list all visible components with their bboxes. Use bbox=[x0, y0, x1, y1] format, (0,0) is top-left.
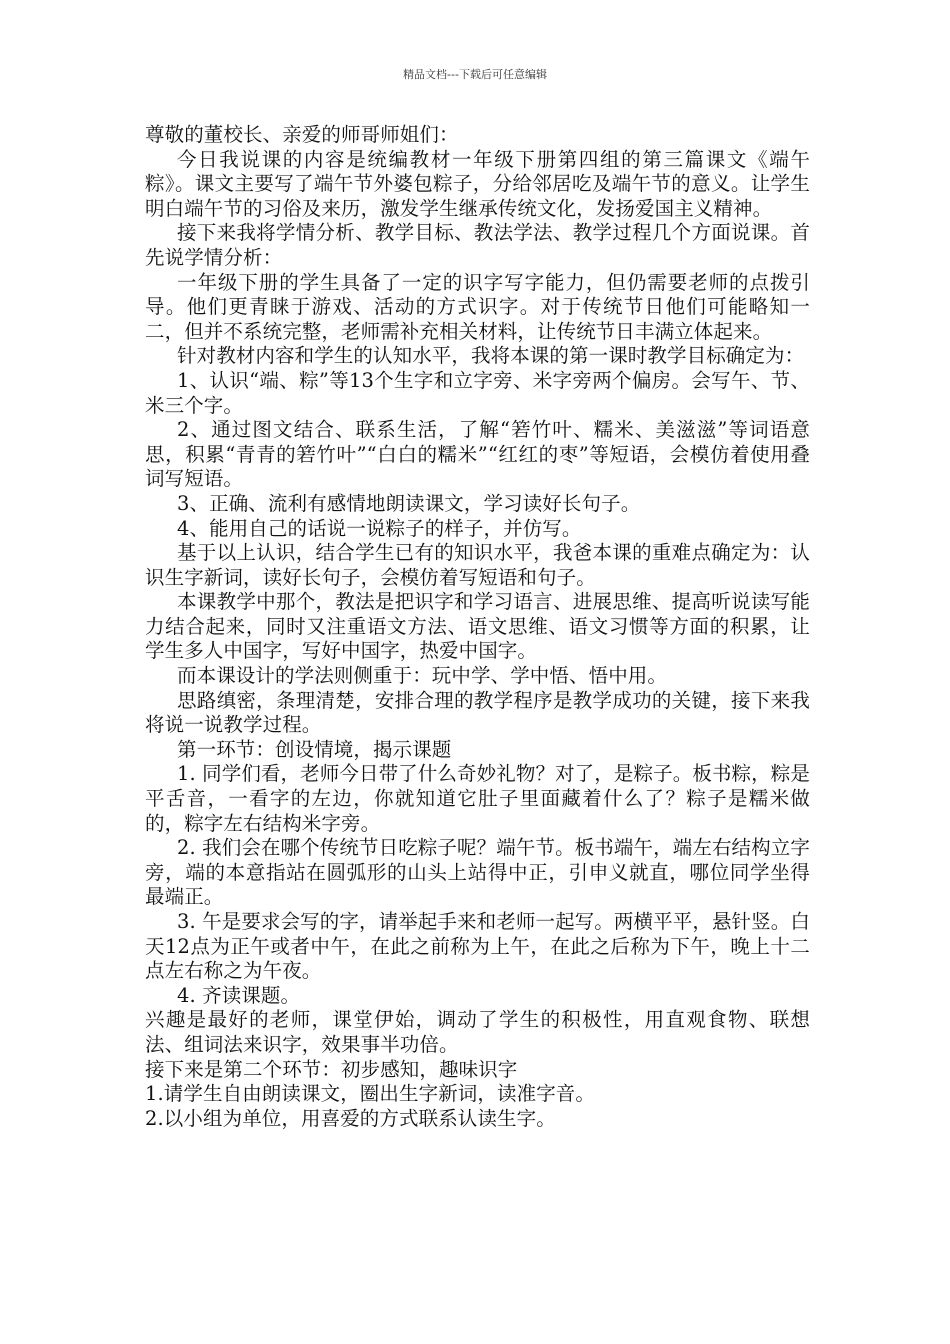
step-item-2: 2. 我们会在哪个传统节日吃粽子呢？端午节。板书端午，端左右结构立字旁，端的本意指站在圆弧形的山头上站得中正，引申义就直，哪位同学坐得最端正。 bbox=[145, 836, 810, 909]
step2-item-1: 1.请学生自由朗读课文，圈出生字新词，读准字音。 bbox=[145, 1082, 596, 1106]
goal-item-1: 1、认识“端、粽”等13个生字和立字旁、米字旁两个偏房。会写午、节、米三个字。 bbox=[145, 368, 810, 417]
section-heading-1: 第一环节：创设情境，揭示课题 bbox=[177, 737, 452, 761]
paragraph-learning-method: 而本课设计的学法则侧重于：玩中学、学中悟、悟中用。 bbox=[177, 664, 668, 688]
paragraph-outline: 接下来我将学情分析、教学目标、教法学法、教学过程几个方面说课。首先说学情分析： bbox=[145, 221, 810, 269]
paragraph-teaching-method: 本课教学中那个，教法是把识字和学习语言、进展思维、提高听说读写能力结合起来，同时又注重语文方法、语文思维、语文习惯等方面的积累，让学生多人中国字，写好中国字，热爱中国字。 bbox=[145, 590, 810, 663]
section-heading-2: 接下来是第二个环节：初步感知，趣味识字 bbox=[145, 1057, 518, 1081]
step-item-3: 3. 午是要求会写的字，请举起手来和老师一起写。两横平平，悬针竖。白天12点为正午或者中午，在此之前称为上午，在此之后称为下午，晚上十二点左右称之为午夜。 bbox=[145, 910, 810, 983]
step2-item-2: 2.以小组为单位，用喜爱的方式联系认读生字。 bbox=[145, 1106, 556, 1130]
paragraph-key-points: 基于以上认识，结合学生已有的知识水平，我爸本课的重难点确定为：认识生字新词，读好长句子，会模仿着写短语和句子。 bbox=[145, 541, 810, 589]
paragraph-intro: 今日我说课的内容是统编教材一年级下册第四组的第三篇课文《端午粽》。课文主要写了端午节外婆包粽子，分给邻居吃及端午节的意义。让学生明白端午节的习俗及来历，激发学生继承传统文化，发扬爱国主义精神。 bbox=[145, 147, 810, 220]
step-item-1: 1. 同学们看，老师今日带了什么奇妙礼物？对了，是粽子。板书粽，粽是平舌音，一看字的左边，你就知道它肚子里面藏着什么了？粽子是糯米做的，粽字左右结构米字旁。 bbox=[145, 762, 810, 835]
page-header: 精品文档---下载后可任意编辑 bbox=[403, 68, 547, 81]
step-item-4: 4. 齐读课题。 bbox=[177, 983, 301, 1007]
paragraph-student-analysis: 一年级下册的学生具备了一定的识字写字能力，但仍需要老师的点拨引导。他们更青睐于游戏、活动的方式识字。对于传统节日他们可能略知一二，但并不系统完整，老师需补充相关材料，让传统节日丰满立体起来。 bbox=[145, 270, 810, 343]
paragraph-summary: 兴趣是最好的老师，课堂伊始，调动了学生的积极性，用直观食物、联想法、组词法来识字，效果事半功倍。 bbox=[145, 1008, 810, 1056]
paragraph-process-intro: 思路缜密，条理清楚，安排合理的教学程序是教学成功的关键，接下来我将说一说教学过程。 bbox=[145, 688, 810, 737]
goal-item-3: 3、正确、流利有感情地朗读课文，学习读好长句子。 bbox=[177, 491, 641, 515]
paragraph-goals-intro: 针对教材内容和学生的认知水平，我将本课的第一课时教学目标确定为： bbox=[177, 344, 805, 368]
document-body bbox=[145, 123, 810, 1131]
goal-item-2: 2、通过图文结合、联系生活，了解“箬竹叶、糯米、美滋滋”等词语意思，积累“青青的箬竹叶”“白白的糯米”“红红的枣”等短语，会模仿着使用叠词写短语。 bbox=[145, 418, 810, 491]
goal-item-4: 4、能用自己的话说一说粽子的样子，并仿写。 bbox=[177, 516, 582, 540]
greeting: 尊敬的董校长、亲爱的师哥师姐们： bbox=[145, 123, 459, 146]
